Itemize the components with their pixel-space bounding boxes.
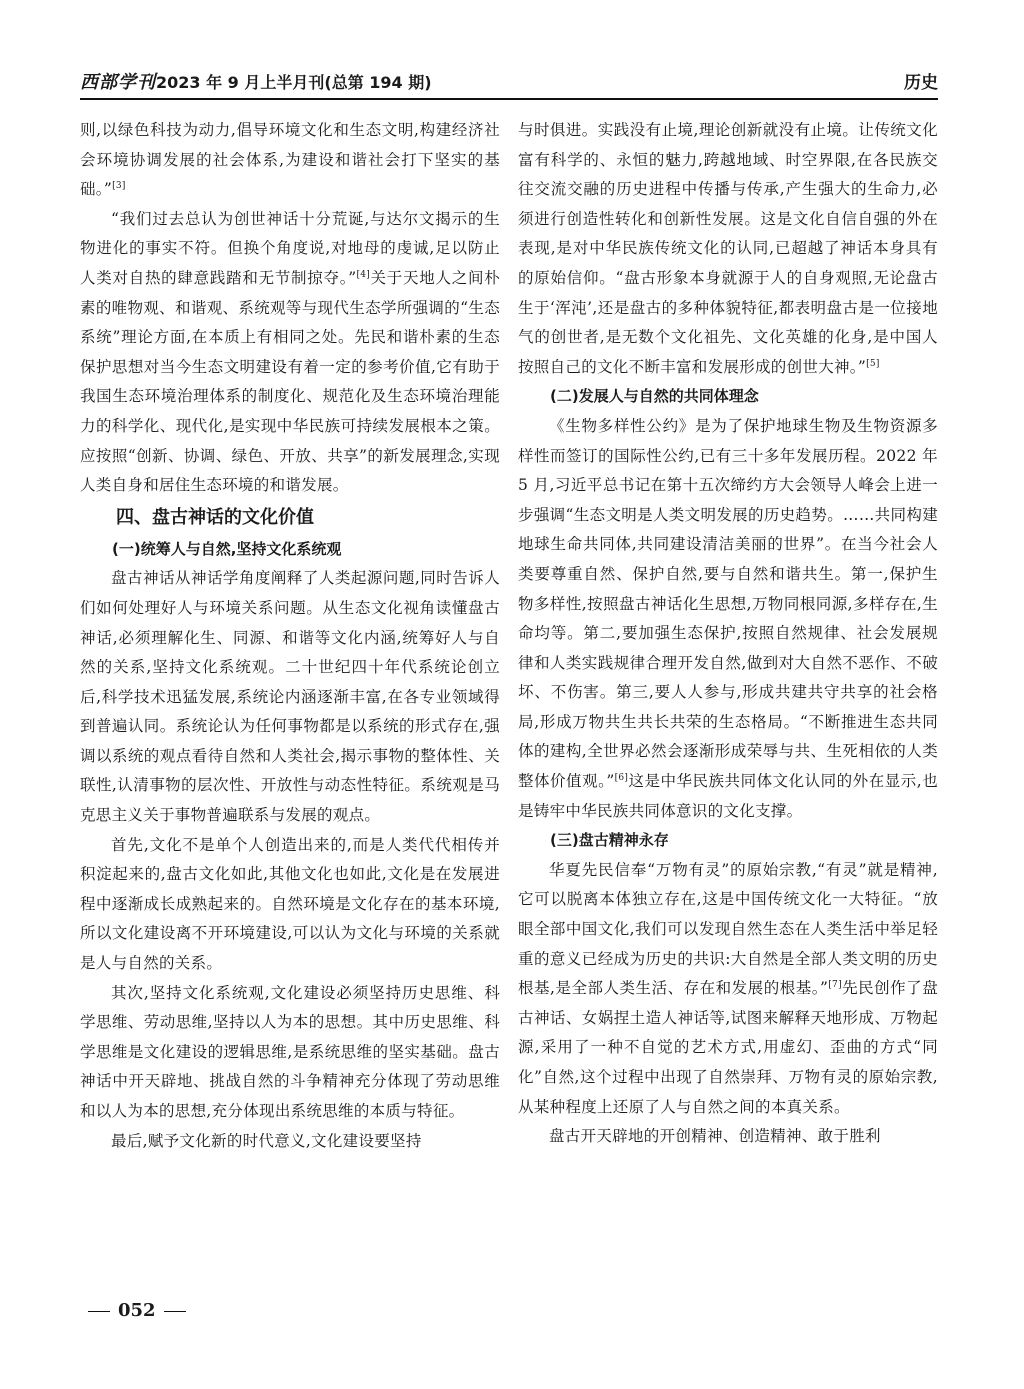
citation: [7] xyxy=(828,980,842,991)
paragraph: 盘古开天辟地的开创精神、创造精神、敢于胜利 xyxy=(549,1127,881,1146)
subsection-heading: (一)统筹人与自然,坚持文化系统观 xyxy=(112,539,342,558)
subsection-heading: (三)盘古精神永存 xyxy=(550,831,669,850)
paragraph: 《生物多样性公约》是为了保护地球生物及生物资源多样性而签订的国际性公约,已有三十多年发展历程。2022 年 5 月,习近平总书记在第十五次缔约方大会领导人峰会上进一步强调“生态文明是人类文明发展的历史趋势。……共同构建地球生命共同体,共同建设清洁美丽的世界”。在当今社会人类要尊重自然、保护自然,要与自然和谐共生。第一,保护生物多样性,按照盘古神话化生思想,万物同根同源,多样存在,生命均等。第二,要加强生态保护,按照自然规律、社会发展规律和人类实践规律合理开发自然,做到对大自然不恶作、不破坏、不伤害。第三,要人人参与,形成共建共守共享的社会格局,形成万物共生共长共荣的生态格局。“不断推进生态共同体的建构,全世界必然会逐渐形成荣辱与共、生死相依的人类整体价值观。”[6]这是中华民族共同体文化认同的外在显示,也是铸牢中华民族共同体意识的文化支撑。 xyxy=(518,416,938,820)
footer-dash xyxy=(88,1311,110,1312)
paragraph: “我们过去总认为创世神话十分荒诞,与达尔文揭示的生物进化的事实不符。但换个角度说,对地母的虔诚,足以防止人类对自热的肆意践踏和无节制掠夺。”[4]关于天地人之间朴素的唯物观、和谐观、系统观等与现代生态学所强调的“生态系统”理论方面,在本质上有相同之处。先民和谐朴素的生态保护思想对当今生态文明建设有着一定的参考价值,它有助于我国生态环境治理体系的制度化、规范化及生态环境治理能力的科学化、现代化,是实现中华民族可持续发展根本之策。应按照“创新、协调、绿色、开放、共享”的新发展理念,实现人类自身和居住生态环境的和谐发展。 xyxy=(80,209,500,495)
paragraph: 首先,文化不是单个人创造出来的,而是人类代代相传并积淀起来的,盘古文化如此,其他文化也如此,文化是在发展进程中逐渐成长成熟起来的。自然环境是文化存在的基本环境,所以文化建设离不开环境建设,可以认为文化与环境的关系就是人与自然的关系。 xyxy=(80,835,500,973)
page-footer xyxy=(80,1300,194,1321)
journal-logo: 西部学刊 xyxy=(80,72,156,93)
journal-title xyxy=(80,68,432,94)
footer-dash xyxy=(164,1311,186,1312)
right-column xyxy=(518,116,938,1311)
page-number: 052 xyxy=(118,1300,156,1321)
paragraph: 盘古神话从神话学角度阐释了人类起源问题,同时告诉人们如何处理好人与环境关系问题。从生态文化视角读懂盘古神话,必须理解化生、同源、和谐等文化内涵,统筹好人与自然的关系,坚持文化系统观。二十世纪四十年代系统论创立后,科学技术迅猛发展,系统论内涵逐渐丰富,在各专业领域得到普遍认同。系统论认为任何事物都是以系统的形式存在,强调以系统的观点看待自然和人类社会,揭示事物的整体性、关联性,认清事物的层次性、开放性与动态性特征。系统观是马克思主义关于事物普遍联系与发展的观点。 xyxy=(80,569,500,825)
citation: [4] xyxy=(356,269,371,280)
paragraph: 其次,坚持文化系统观,文化建设必须坚持历史思维、科学思维、劳动思维,坚持以人为本的思想。其中历史思维、科学思维是文化建设的逻辑思维,是系统思维的坚实基础。盘古神话中开天辟地、挑战自然的斗争精神充分体现了劳动思维和以人为本的思想,充分体现出系统思维的本质与特征。 xyxy=(80,983,500,1120)
paragraph: 与时俱进。实践没有止境,理论创新就没有止境。让传统文化富有科学的、永恒的魅力,跨越地域、时空界限,在各民族交往交流交融的历史进程中传播与传承,产生强大的生命力,必须进行创造性转化和创新性发展。这是文化自信自强的外在表现,是对中华民族传统文化的认同,已超越了神话本身具有的原始信仰。“盘古形象本身就源于人的自身观照,无论盘古生于‘浑沌’,还是盘古的多种体貌特征,都表明盘古是一位接地气的创世者,是无数个文化祖先、文化英雄的化身,是中国人按照自己的文化不断丰富和发展形成的创世大神。”[5] xyxy=(518,121,938,376)
issue-info: 2023 年 9 月上半月刊(总第 194 期) xyxy=(156,73,432,92)
section-heading: 四、盘古神话的文化价值 xyxy=(116,506,314,528)
citation: [3] xyxy=(112,181,126,192)
citation: [6] xyxy=(614,772,629,783)
paragraph: 则,以绿色科技为动力,倡导环境文化和生态文明,构建经济社会环境协调发展的社会体系,为建设和谐社会打下坚实的基础。”[3] xyxy=(80,121,500,199)
citation: [5] xyxy=(866,358,880,369)
left-column xyxy=(80,116,500,1311)
running-header xyxy=(80,64,938,100)
paragraph: 最后,赋予文化新的时代意义,文化建设要坚持 xyxy=(111,1131,422,1150)
section-label: 历史 xyxy=(904,73,938,93)
paragraph: 华夏先民信奉“万物有灵”的原始宗教,“有灵”就是精神,它可以脱离本体独立存在,这是中国传统文化一大特征。“放眼全部中国文化,我们可以发现自然生态在人类生活中举足轻重的意义已经成为历史的共识:大自然是全部人类文明的历史根基,是全部人类生活、存在和发展的根基。”[7]先民创作了盘古神话、女娲捏土造人神话等,试图来解释天地形成、万物起源,采用了一种不自觉的艺术方式,用虚幻、歪曲的方式“同化”自然,这个过程中出现了自然崇拜、万物有灵的原始宗教,从某种程度上还原了人与自然之间的本真关系。 xyxy=(518,860,938,1116)
subsection-heading: (二)发展人与自然的共同体理念 xyxy=(550,387,759,406)
